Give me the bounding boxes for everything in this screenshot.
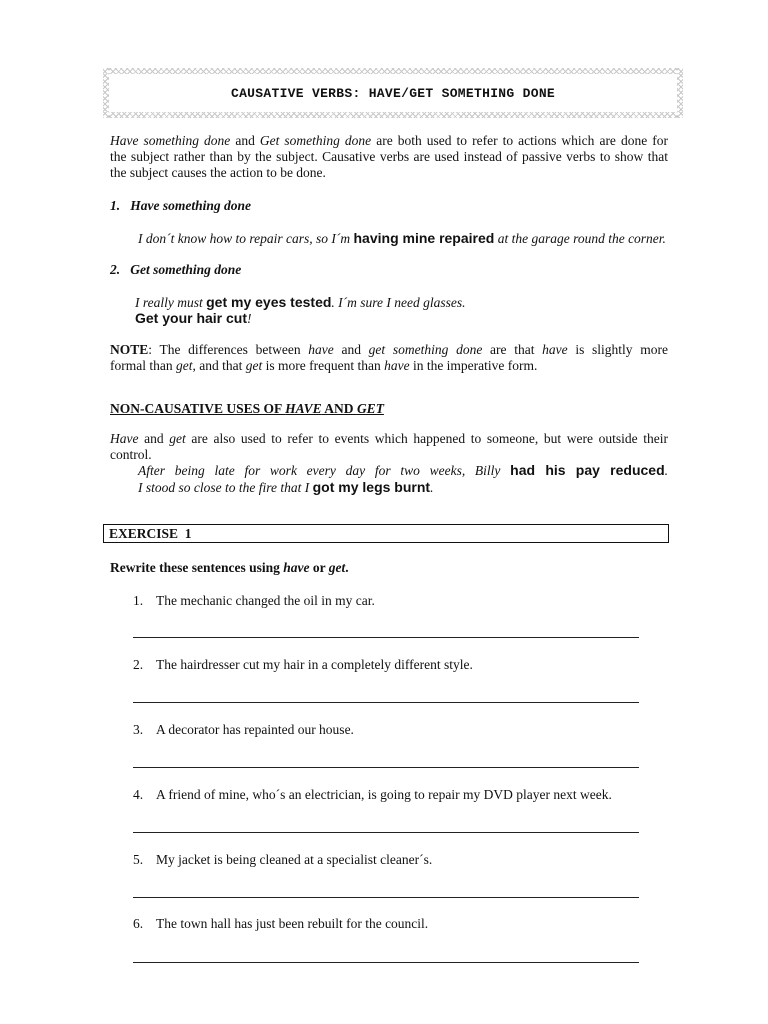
note-term: get something done xyxy=(368,342,483,357)
term: get xyxy=(169,431,186,446)
exercise-item xyxy=(133,787,612,803)
note-text: , and that xyxy=(192,358,246,373)
example-highlight: had his pay reduced xyxy=(510,462,665,478)
heading-term: GET xyxy=(356,401,384,416)
noncausative-line-1 xyxy=(110,431,668,447)
item-text: The hairdresser cut my hair in a completely different style. xyxy=(156,657,473,672)
instr-term: have xyxy=(283,560,310,575)
note-term: have xyxy=(384,358,410,373)
item-text: The town hall has just been rebuilt for the council. xyxy=(156,916,429,931)
example-text: ! xyxy=(247,311,252,326)
instr-text: or xyxy=(309,560,329,575)
note-term: get xyxy=(175,358,193,373)
note-text: : The differences between xyxy=(148,342,309,357)
noncausative-line-2: control. xyxy=(110,447,152,462)
heading-term: HAVE xyxy=(285,401,322,416)
item-number: 4. xyxy=(133,787,144,802)
text: are also used to refer to events which happened to someone, but were outside their xyxy=(185,431,668,446)
exercise-item xyxy=(133,916,428,932)
noncausative-example-1 xyxy=(138,462,668,479)
text: and xyxy=(138,431,170,446)
page-title: CAUSATIVE VERBS: HAVE/GET SOMETHING DONE xyxy=(230,85,556,101)
note-text: is slightly more xyxy=(567,342,669,357)
answer-line[interactable] xyxy=(133,767,639,768)
note-text: are that xyxy=(482,342,543,357)
section-2-example-1 xyxy=(135,294,466,311)
exercise-item xyxy=(133,657,473,673)
instr-text: . xyxy=(345,560,349,575)
section-2-example-2 xyxy=(135,310,252,327)
answer-line[interactable] xyxy=(133,702,639,703)
item-number: 3. xyxy=(133,722,144,737)
item-text: A decorator has repainted our house. xyxy=(156,722,354,737)
intro-phrase-have: Have something done xyxy=(110,133,231,148)
note-text: is more frequent than xyxy=(262,358,385,373)
note-line-1 xyxy=(110,342,668,358)
heading-text: AND xyxy=(321,401,357,416)
answer-line[interactable] xyxy=(133,637,639,638)
example-highlight: having mine repaired xyxy=(353,230,495,246)
example-highlight: Get your hair cut xyxy=(135,310,248,326)
term: Have xyxy=(110,431,139,446)
noncausative-example-2 xyxy=(138,479,433,496)
exercise-item xyxy=(133,852,432,868)
item-text: My jacket is being cleaned at a specialist cleaner´s. xyxy=(156,852,433,867)
example-text: . I´m sure I need glasses. xyxy=(331,295,466,310)
example-text: . xyxy=(664,463,669,478)
section-2-heading: 2. Get something done xyxy=(110,262,242,277)
note-text: formal than xyxy=(110,358,176,373)
item-number: 6. xyxy=(133,916,144,931)
intro-line-2: the subject rather than by the subject. Causative verbs are used instead of passive verbs to show that xyxy=(110,149,668,164)
example-highlight: got my legs burnt xyxy=(312,479,431,495)
note-term: have xyxy=(542,342,568,357)
intro-line-3: the subject causes the action to be done. xyxy=(110,165,326,180)
exercise-instructions xyxy=(110,560,349,576)
example-text: After being late for work every day for two weeks, Billy xyxy=(138,463,511,478)
item-text: The mechanic changed the oil in my car. xyxy=(156,593,375,608)
note-text: in the imperative form. xyxy=(409,358,538,373)
answer-line[interactable] xyxy=(133,962,639,963)
note-text: and xyxy=(333,342,369,357)
note-term: get xyxy=(245,358,263,373)
intro-phrase-get: Get something done xyxy=(259,133,372,148)
example-text: . xyxy=(430,480,434,495)
answer-line[interactable] xyxy=(133,897,639,898)
exercise-item xyxy=(133,722,354,738)
intro-text: are both used to refer to actions which are done for xyxy=(371,133,668,148)
item-number: 5. xyxy=(133,852,144,867)
example-text: I don´t know how to repair cars, so I´m xyxy=(138,231,354,246)
example-text: I really must xyxy=(135,295,207,310)
title-frame xyxy=(103,68,683,118)
example-highlight: get my eyes tested xyxy=(206,294,332,310)
instr-text: Rewrite these sentences using xyxy=(110,560,284,575)
item-text: A friend of mine, who´s an electrician, is going to repair my DVD player next week. xyxy=(156,787,612,802)
answer-line[interactable] xyxy=(133,832,639,833)
section-1-heading: 1. Have something done xyxy=(110,198,251,213)
exercise-heading: EXERCISE 1 xyxy=(103,524,669,543)
section-1-example xyxy=(138,230,666,247)
note-label: NOTE xyxy=(110,342,149,357)
heading-text: NON-CAUSATIVE USES OF xyxy=(110,401,286,416)
note-term: have xyxy=(308,342,334,357)
note-line-2 xyxy=(110,358,537,374)
example-text: I stood so close to the fire that I xyxy=(138,480,313,495)
item-number: 2. xyxy=(133,657,144,672)
item-number: 1. xyxy=(133,593,144,608)
instr-term: get xyxy=(328,560,346,575)
intro-and: and xyxy=(230,133,260,148)
noncausative-heading xyxy=(110,401,384,417)
exercise-item xyxy=(133,593,375,609)
example-text: at the garage round the corner. xyxy=(494,231,666,246)
intro-line-1 xyxy=(110,133,668,149)
